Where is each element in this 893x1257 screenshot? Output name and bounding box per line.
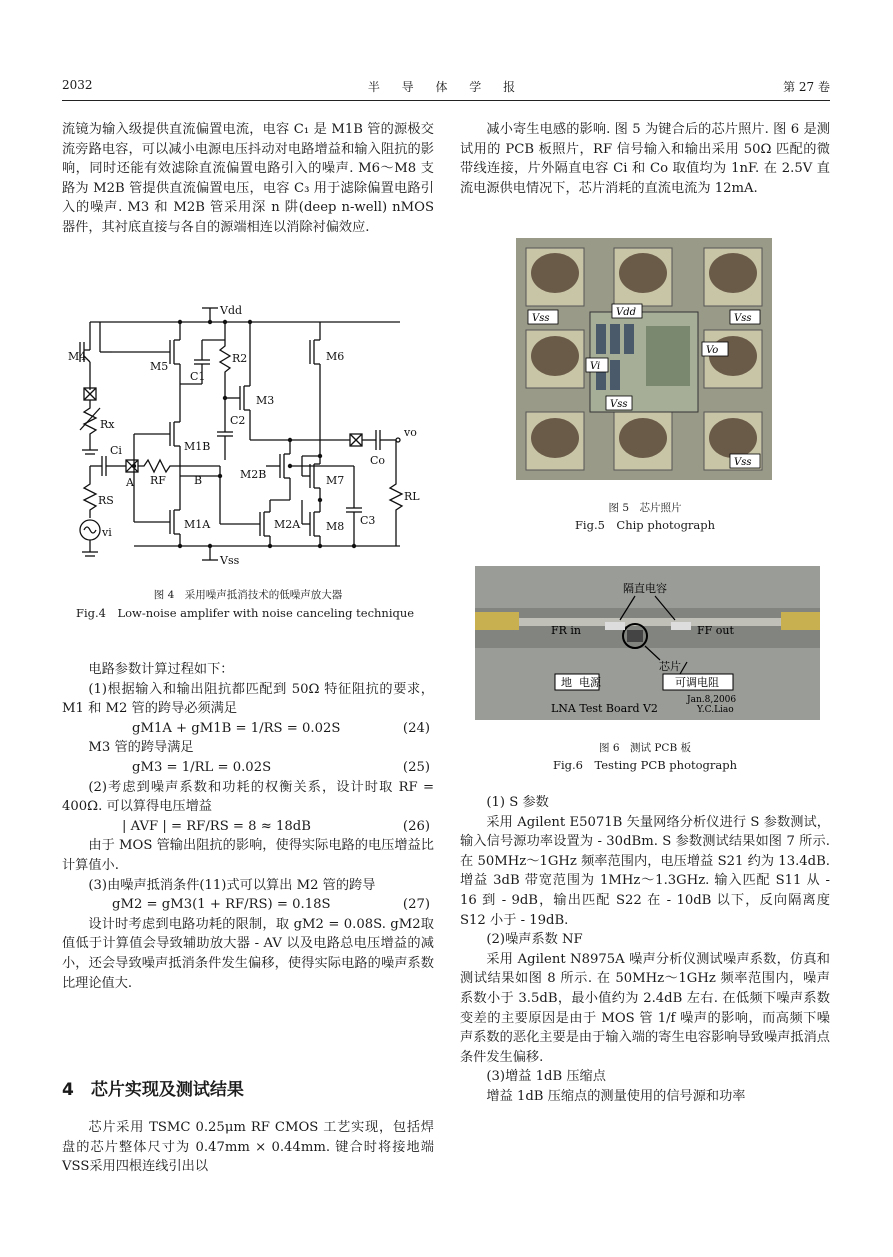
chip-label-vss: Vss <box>734 457 752 468</box>
paragraph: 减小寄生电感的影响. 图 5 为键合后的芯片照片. 图 6 是测试用的 PCB 板照片，RF 信号输入和输出采用 50Ω 匹配的微带线连接，片外隔直电容 Ci 和 Co 取值均为 1nF. 在 2.5V 直流电源供电情况下，芯片消耗的直流电流为 12mA. <box>460 122 830 196</box>
paragraph: 由于 MOS 管输出阻抗的影响，使得实际电路的电压增益比计算值小. <box>62 838 434 873</box>
paragraph: 增益 1dB 压缩点的测量使用的信号源和功率 <box>486 1088 746 1104</box>
subheading: (3)增益 1dB 压缩点 <box>486 1069 606 1085</box>
pcb-label-board: LNA Test Board V2 <box>551 702 658 715</box>
fig6-caption-en: Fig.6 Testing PCB photograph <box>552 758 738 772</box>
fig4-circuit <box>70 300 430 572</box>
pcb-label-ff-out: FF out <box>697 624 734 637</box>
label-vi: vi <box>102 526 112 539</box>
label-m1a: M1A <box>184 518 211 531</box>
label-vss: Vss <box>220 554 240 567</box>
paragraph: M3 管的跨导满足 <box>88 740 194 756</box>
label-co: Co <box>370 454 386 467</box>
paragraph: 设计时考虑到电路功耗的限制，取 gM2 = 0.08S. gM2取值低于计算值会导致辅助放大器 - AV 以及电路总电压增益的减小，还会导致噪声抵消条件发生偏移，使得实际电路的噪声系数比理论值大. <box>62 916 434 991</box>
label-rl: RL <box>404 490 420 503</box>
label-c1: C1 <box>190 370 206 383</box>
label-node-a: A <box>126 476 134 489</box>
pcb-label-chip: 芯片 <box>659 660 681 673</box>
fig4-caption-cn: 图 4 采用噪声抵消技术的低噪声放大器 <box>153 589 343 601</box>
volume-number: 第 27 卷 <box>783 80 830 94</box>
chip-label-vo: Vo <box>706 345 719 356</box>
label-m8: M8 <box>326 520 345 533</box>
section-heading: 4 芯片实现及测试结果 <box>62 1080 244 1100</box>
chip-label-vi: Vi <box>590 361 601 372</box>
label-m2a: M2A <box>274 518 301 531</box>
pcb-label-date: Jan.8,2006 <box>687 695 737 705</box>
subheading: (2)噪声系数 NF <box>486 932 583 948</box>
label-m7: M7 <box>326 474 345 487</box>
left-column-end <box>62 1118 434 1177</box>
right-column-top <box>460 120 830 198</box>
label-m2b: M2B <box>240 468 267 481</box>
label-rf: RF <box>150 474 166 487</box>
chip-label-vss: Vss <box>734 313 752 324</box>
pcb-label-pot: 可调电阻 <box>675 676 719 689</box>
fig6-caption-cn: 图 6 测试 PCB 板 <box>598 742 691 754</box>
fig5-caption-cn: 图 5 芯片照片 <box>608 502 682 514</box>
chip-label-vss: Vss <box>610 399 628 410</box>
paragraph: 电路参数计算过程如下： <box>88 662 234 677</box>
fig4-caption-en: Fig.4 Low-noise amplifer with noise canceling technique <box>76 606 415 620</box>
equation-24: gM1A + gM1B = 1/RS = 0.02S (24) <box>132 720 430 736</box>
label-c3: C3 <box>360 514 376 527</box>
label-rx: Rx <box>100 418 115 431</box>
equation-26: | AVF | = RF/RS = 8 ≈ 18dB (26) <box>122 818 430 834</box>
page-header <box>62 78 830 98</box>
fig5-caption-en: Fig.5 Chip photograph <box>574 518 716 532</box>
label-node-b: B <box>194 474 203 487</box>
page-number: 2032 <box>62 78 93 92</box>
label-vo: vo <box>404 426 417 439</box>
pcb-label-ground: 地 <box>561 676 572 689</box>
label-vdd: Vdd <box>220 304 243 317</box>
paragraph: (1)根据输入和输出阻抗都匹配到 50Ω 特征阻抗的要求，M1 和 M2 管的跨导必须满足 <box>62 681 434 717</box>
label-ci: Ci <box>110 444 122 457</box>
header-rule <box>62 100 830 101</box>
label-m3: M3 <box>256 394 275 407</box>
pcb-label-rf-in: FR in <box>551 624 582 637</box>
pcb-label-power: 电源 <box>579 676 601 689</box>
right-column-bottom <box>460 793 830 1107</box>
pcb-label-author: Y.C.Liao <box>697 705 734 715</box>
equation-25: gM3 = 1/RL = 0.02S (25) <box>132 759 430 775</box>
fig6-pcb-photo <box>475 566 820 720</box>
journal-name: 半 导 体 学 报 <box>367 80 525 94</box>
label-m1b: M1B <box>184 440 211 453</box>
label-m6: M6 <box>326 350 345 363</box>
subheading: (1) S 参数 <box>486 795 549 810</box>
label-rs: RS <box>98 494 114 507</box>
paragraph: 采用 Agilent E5071B 矢量网络分析仪进行 S 参数测试，输入信号源功率设置为 - 30dBm. S 参数测试结果如图 7 所示. 在 50MHz～1GHz 频率范围内，电压增益 S21 约为 13.4dB. 增益 3dB 带宽范围为 1MHz～1.3GHz. 输入匹配 S11 从 - 16 到 - 9dB，输出匹配 S22 在 - 10dB 以下，反向隔离度 S12 小于 - 19dB. <box>460 814 830 928</box>
left-column-top <box>62 120 434 238</box>
pcb-label-dc-block-cap: 隔直电容 <box>623 582 667 595</box>
paragraph: 芯片采用 TSMC 0.25μm RF CMOS 工艺实现，包括焊盘的芯片整体尺寸为 0.47mm × 0.44mm. 键合时将接地端 VSS采用四根连线引出以 <box>62 1120 434 1175</box>
label-m4: M4 <box>68 350 87 363</box>
fig5-chip-photo <box>516 238 772 480</box>
paragraph: (3)由噪声抵消条件(11)式可以算出 M2 管的跨导 <box>88 877 376 893</box>
left-column-bottom <box>62 660 434 993</box>
equation-27: gM2 = gM3(1 + RF/RS) = 0.18S (27) <box>112 897 430 913</box>
chip-label-vss: Vss <box>532 313 550 324</box>
label-r2: R2 <box>232 352 248 365</box>
label-c2: C2 <box>230 414 246 427</box>
paragraph: 采用 Agilent N8975A 噪声分析仪测试噪声系数，仿真和测试结果如图 8 所示. 在 50MHz～1GHz 频率范围内，噪声系数小于 3.5dB，最小值约为 2.4dB 左右. 在低频下噪声系数变差的主要原因是由于 MOS 管 1/f 噪声的影响，而高频下噪声系数的恶化主要是由于输入端的寄生电容影响导致噪声抵消点条件发生偏移. <box>460 951 830 1065</box>
paragraph: (2)考虑到噪声系数和功耗的权衡关系，设计时取 RF = 400Ω. 可以算得电压增益 <box>62 779 434 815</box>
label-m5: M5 <box>150 360 169 373</box>
paragraph: 流镜为输入级提供直流偏置电流，电容 C₁ 是 M1B 管的源极交流旁路电容，可以减小电源电压抖动对电路增益和输入阻抗的影响，同时还能有效滤除直流偏置电路引入的噪声. M6～M8 支路为 M2B 管提供直流偏置电压，电容 C₃ 用于滤除偏置电路引入的噪声. M3 和 M2B 管采用深 n 阱(deep n-well) nMOS 器件，其衬底直接与各自的源端相连以消除衬偏效应. <box>62 122 434 235</box>
chip-label-vdd: Vdd <box>616 307 637 318</box>
